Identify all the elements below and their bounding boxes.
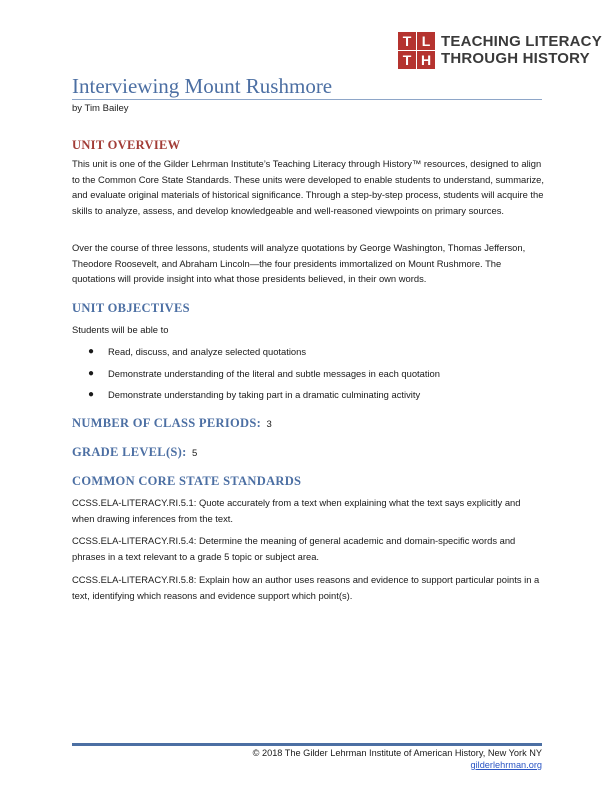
class-periods-value: 3 — [266, 419, 272, 430]
standards-heading: COMMON CORE STATE STANDARDS — [72, 474, 302, 488]
logo-wordmark — [441, 33, 602, 67]
footer-copyright: © 2018 The Gilder Lehrman Institute of American History, New York NY — [252, 748, 542, 758]
logo-letter: T — [398, 32, 416, 50]
logo-letter: T — [398, 51, 416, 69]
objectives-intro: Students will be able to — [72, 324, 169, 335]
grade-level-label: GRADE LEVEL(S): — [72, 445, 187, 459]
overview-paragraph-1: This unit is one of the Gilder Lehrman Institute’s Teaching Literacy through History™ resources, designed to align to the Common Core State Standards. These units were developed to enable students to understand, summarize, and evaluate original materials of historical significance. Through a step-by-step process, students will acquire the skills to analyze, assess, and develop knowledgeable and well-reasoned viewpoints on primary sources. — [72, 158, 544, 216]
class-periods-label: NUMBER OF CLASS PERIODS: — [72, 416, 262, 430]
logo-monogram — [398, 32, 435, 69]
grade-level-heading — [72, 445, 197, 460]
objectives-list — [88, 346, 440, 411]
logo-line-2: THROUGH HISTORY — [441, 50, 590, 67]
logo-line-1: TEACHING LITERACY — [441, 33, 602, 50]
objective-text: Read, discuss, and analyze selected quotations — [108, 346, 307, 357]
grade-level-value: 5 — [192, 448, 198, 459]
objective-text: Demonstrate understanding by taking part in a dramatic culminating activity — [108, 389, 421, 400]
list-item — [88, 346, 440, 368]
author-byline: by Tim Bailey — [72, 103, 129, 114]
title-divider — [72, 99, 542, 100]
list-item — [88, 368, 440, 390]
teaching-literacy-logo — [398, 28, 602, 72]
unit-objectives-heading: UNIT OBJECTIVES — [72, 301, 190, 315]
footer-website-link[interactable]: gilderlehrman.org — [470, 760, 542, 770]
bullet-icon: ● — [88, 389, 95, 400]
footer-divider — [72, 743, 542, 746]
logo-letter: H — [417, 51, 435, 69]
bullet-icon: ● — [88, 367, 95, 379]
list-item — [88, 389, 440, 411]
standard-item-3: CCSS.ELA-LITERACY.RI.5.8: Explain how an author uses reasons and evidence to support particular points in a text, identifying which reasons and evidence support which point(s). — [72, 574, 540, 601]
class-periods-heading — [72, 416, 272, 431]
standard-item-2: CCSS.ELA-LITERACY.RI.5.4: Determine the meaning of general academic and domain-specific words and phrases in a text relevant to a grade 5 topic or subject area. — [72, 535, 516, 562]
unit-overview-heading: UNIT OVERVIEW — [72, 138, 181, 152]
objective-text: Demonstrate understanding of the literal and subtle messages in each quotation — [108, 367, 440, 379]
bullet-icon: ● — [88, 346, 95, 357]
standard-item-1: CCSS.ELA-LITERACY.RI.5.1: Quote accurately from a text when explaining what the text says explicitly and when drawing inferences from the text. — [72, 497, 521, 524]
page-title: Interviewing Mount Rushmore — [72, 74, 333, 98]
overview-paragraph-2: Over the course of three lessons, students will analyze quotations by George Washington, Thomas Jefferson, Theodore Roosevelt, and Abraham Lincoln—the four presidents immortalized on Mount Rushmore. The quotations will provide insight into what those presidents believed, in their own words. — [72, 242, 526, 284]
logo-letter: L — [417, 32, 435, 50]
